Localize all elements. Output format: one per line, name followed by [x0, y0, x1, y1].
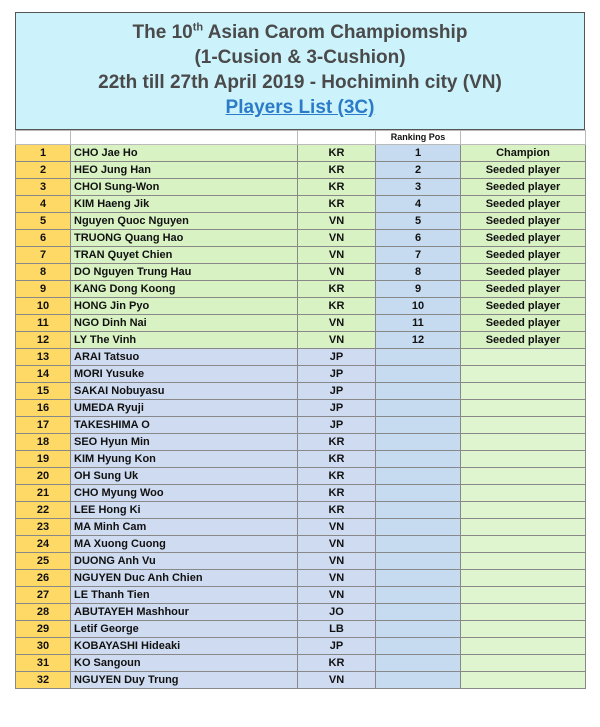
player-country: JP [298, 366, 376, 383]
player-status: Champion [461, 145, 586, 162]
table-row [16, 672, 586, 689]
player-country: KR [298, 485, 376, 502]
table-row [16, 298, 586, 315]
player-number: 24 [16, 536, 71, 553]
player-number: 27 [16, 587, 71, 604]
player-name: CHO Jae Ho [71, 145, 298, 162]
player-country: VN [298, 230, 376, 247]
player-number: 21 [16, 485, 71, 502]
player-status [461, 570, 586, 587]
table-row [16, 434, 586, 451]
player-status [461, 655, 586, 672]
player-country: JP [298, 417, 376, 434]
player-status [461, 502, 586, 519]
player-status: Seeded player [461, 264, 586, 281]
player-country: KR [298, 655, 376, 672]
player-status: Seeded player [461, 247, 586, 264]
ranking-position [376, 349, 461, 366]
player-country: KR [298, 434, 376, 451]
player-number: 9 [16, 281, 71, 298]
table-row [16, 587, 586, 604]
ranking-position [376, 451, 461, 468]
player-country: VN [298, 315, 376, 332]
ranking-position: 6 [376, 230, 461, 247]
player-status [461, 349, 586, 366]
header-blank [16, 131, 71, 145]
player-number: 28 [16, 604, 71, 621]
ranking-position [376, 570, 461, 587]
ranking-position: 1 [376, 145, 461, 162]
player-status: Seeded player [461, 213, 586, 230]
table-row [16, 655, 586, 672]
ranking-position: 2 [376, 162, 461, 179]
player-number: 23 [16, 519, 71, 536]
player-name: KANG Dong Koong [71, 281, 298, 298]
player-name: NGUYEN Duy Trung [71, 672, 298, 689]
table-row [16, 349, 586, 366]
player-status [461, 621, 586, 638]
player-country: VN [298, 553, 376, 570]
player-name: SAKAI Nobuyasu [71, 383, 298, 400]
header-blank [71, 131, 298, 145]
ranking-position [376, 485, 461, 502]
ranking-position [376, 621, 461, 638]
player-status [461, 536, 586, 553]
player-status: Seeded player [461, 196, 586, 213]
ranking-position [376, 638, 461, 655]
ranking-position: 9 [376, 281, 461, 298]
player-name: SEO Hyun Min [71, 434, 298, 451]
table-row [16, 366, 586, 383]
player-number: 15 [16, 383, 71, 400]
table-row [16, 315, 586, 332]
player-country: KR [298, 145, 376, 162]
player-country: KR [298, 502, 376, 519]
player-country: KR [298, 298, 376, 315]
player-status [461, 587, 586, 604]
table-row [16, 383, 586, 400]
player-country: KR [298, 179, 376, 196]
player-number: 22 [16, 502, 71, 519]
ranking-position [376, 468, 461, 485]
player-country: KR [298, 451, 376, 468]
player-name: MA Xuong Cuong [71, 536, 298, 553]
ranking-position: 12 [376, 332, 461, 349]
player-number: 18 [16, 434, 71, 451]
player-country: JO [298, 604, 376, 621]
player-country: VN [298, 264, 376, 281]
player-country: VN [298, 247, 376, 264]
player-name: DO Nguyen Trung Hau [71, 264, 298, 281]
player-name: NGO Dinh Nai [71, 315, 298, 332]
table-row [16, 621, 586, 638]
table-row [16, 196, 586, 213]
player-status [461, 434, 586, 451]
table-row [16, 264, 586, 281]
player-status: Seeded player [461, 179, 586, 196]
player-status [461, 383, 586, 400]
player-name: KIM Hyung Kon [71, 451, 298, 468]
table-row [16, 570, 586, 587]
header-blank [461, 131, 586, 145]
ranking-position [376, 587, 461, 604]
player-status [461, 519, 586, 536]
player-name: TRUONG Quang Hao [71, 230, 298, 247]
player-status [461, 485, 586, 502]
table-row [16, 553, 586, 570]
title-banner [15, 12, 585, 130]
player-name: HEO Jung Han [71, 162, 298, 179]
player-name: MORI Yusuke [71, 366, 298, 383]
player-status [461, 638, 586, 655]
ranking-position: 8 [376, 264, 461, 281]
header-blank [298, 131, 376, 145]
ranking-position [376, 383, 461, 400]
ranking-position [376, 604, 461, 621]
player-number: 31 [16, 655, 71, 672]
player-name: ARAI Tatsuo [71, 349, 298, 366]
ranking-position [376, 655, 461, 672]
player-number: 14 [16, 366, 71, 383]
player-status [461, 553, 586, 570]
ranking-position: 7 [376, 247, 461, 264]
ranking-position: 5 [376, 213, 461, 230]
player-country: VN [298, 519, 376, 536]
player-name: KO Sangoun [71, 655, 298, 672]
player-number: 6 [16, 230, 71, 247]
player-number: 5 [16, 213, 71, 230]
ranking-pos-header: Ranking Pos [376, 131, 461, 145]
ranking-position [376, 553, 461, 570]
player-number: 10 [16, 298, 71, 315]
table-row [16, 536, 586, 553]
table-row [16, 247, 586, 264]
player-country: JP [298, 383, 376, 400]
ranking-position [376, 672, 461, 689]
player-country: JP [298, 349, 376, 366]
table-row [16, 417, 586, 434]
player-name: LEE Hong Ki [71, 502, 298, 519]
player-country: KR [298, 281, 376, 298]
player-country: KR [298, 162, 376, 179]
player-status: Seeded player [461, 162, 586, 179]
ranking-position: 11 [376, 315, 461, 332]
player-name: MA Minh Cam [71, 519, 298, 536]
player-number: 4 [16, 196, 71, 213]
table-row [16, 213, 586, 230]
title-prefix: The 10 [132, 22, 193, 43]
player-status: Seeded player [461, 281, 586, 298]
player-number: 19 [16, 451, 71, 468]
player-name: Nguyen Quoc Nguyen [71, 213, 298, 230]
player-number: 12 [16, 332, 71, 349]
player-name: KOBAYASHI Hideaki [71, 638, 298, 655]
table-row [16, 230, 586, 247]
table-row [16, 604, 586, 621]
player-status [461, 468, 586, 485]
table-row [16, 179, 586, 196]
player-name: HONG Jin Pyo [71, 298, 298, 315]
player-name: TAKESHIMA O [71, 417, 298, 434]
player-number: 11 [16, 315, 71, 332]
player-status: Seeded player [461, 315, 586, 332]
player-country: JP [298, 400, 376, 417]
player-number: 20 [16, 468, 71, 485]
player-country: VN [298, 570, 376, 587]
player-status [461, 366, 586, 383]
table-row [16, 400, 586, 417]
player-number: 16 [16, 400, 71, 417]
player-status [461, 417, 586, 434]
player-country: VN [298, 672, 376, 689]
player-country: JP [298, 638, 376, 655]
players-sheet [15, 12, 585, 689]
player-name: UMEDA Ryuji [71, 400, 298, 417]
player-name: OH Sung Uk [71, 468, 298, 485]
player-number: 3 [16, 179, 71, 196]
player-country: KR [298, 468, 376, 485]
table-row [16, 638, 586, 655]
ranking-position [376, 417, 461, 434]
players-table [15, 130, 586, 689]
player-number: 32 [16, 672, 71, 689]
player-number: 2 [16, 162, 71, 179]
player-country: KR [298, 196, 376, 213]
table-row [16, 468, 586, 485]
player-name: CHO Myung Woo [71, 485, 298, 502]
player-country: VN [298, 587, 376, 604]
player-status: Seeded player [461, 298, 586, 315]
player-status [461, 451, 586, 468]
discipline-subtitle: (1-Cusion & 3-Cushion) [194, 47, 406, 68]
player-name: LY The Vinh [71, 332, 298, 349]
player-status: Seeded player [461, 230, 586, 247]
championship-title [16, 13, 584, 45]
player-country: VN [298, 332, 376, 349]
title-superscript: th [192, 21, 204, 34]
ranking-position: 10 [376, 298, 461, 315]
player-name: NGUYEN Duc Anh Chien [71, 570, 298, 587]
player-name: Letif George [71, 621, 298, 638]
player-name: TRAN Quyet Chien [71, 247, 298, 264]
player-number: 30 [16, 638, 71, 655]
player-status: Seeded player [461, 332, 586, 349]
player-country: VN [298, 213, 376, 230]
player-country: VN [298, 536, 376, 553]
player-number: 8 [16, 264, 71, 281]
table-row [16, 451, 586, 468]
player-name: LE Thanh Tien [71, 587, 298, 604]
table-row [16, 162, 586, 179]
ranking-position [376, 400, 461, 417]
player-number: 1 [16, 145, 71, 162]
player-number: 25 [16, 553, 71, 570]
player-number: 29 [16, 621, 71, 638]
player-status [461, 604, 586, 621]
player-name: ABUTAYEH Mashhour [71, 604, 298, 621]
player-country: LB [298, 621, 376, 638]
ranking-position [376, 366, 461, 383]
ranking-position: 4 [376, 196, 461, 213]
player-number: 17 [16, 417, 71, 434]
table-row [16, 519, 586, 536]
ranking-position: 3 [376, 179, 461, 196]
players-list-link[interactable]: Players List (3C) [225, 97, 375, 118]
player-number: 13 [16, 349, 71, 366]
title-suffix: Asian Carom Champiomship [203, 22, 468, 43]
ranking-position [376, 434, 461, 451]
player-status [461, 400, 586, 417]
table-row [16, 502, 586, 519]
ranking-position [376, 536, 461, 553]
table-row [16, 485, 586, 502]
player-name: KIM Haeng Jik [71, 196, 298, 213]
ranking-position [376, 519, 461, 536]
player-name: DUONG Anh Vu [71, 553, 298, 570]
event-dates: 22th till 27th April 2019 - Hochiminh city (VN) [98, 72, 502, 93]
player-number: 7 [16, 247, 71, 264]
ranking-position [376, 502, 461, 519]
player-number: 26 [16, 570, 71, 587]
table-row [16, 281, 586, 298]
player-name: CHOI Sung-Won [71, 179, 298, 196]
player-status [461, 672, 586, 689]
table-row [16, 332, 586, 349]
table-row [16, 145, 586, 162]
table-header-row [16, 131, 586, 145]
